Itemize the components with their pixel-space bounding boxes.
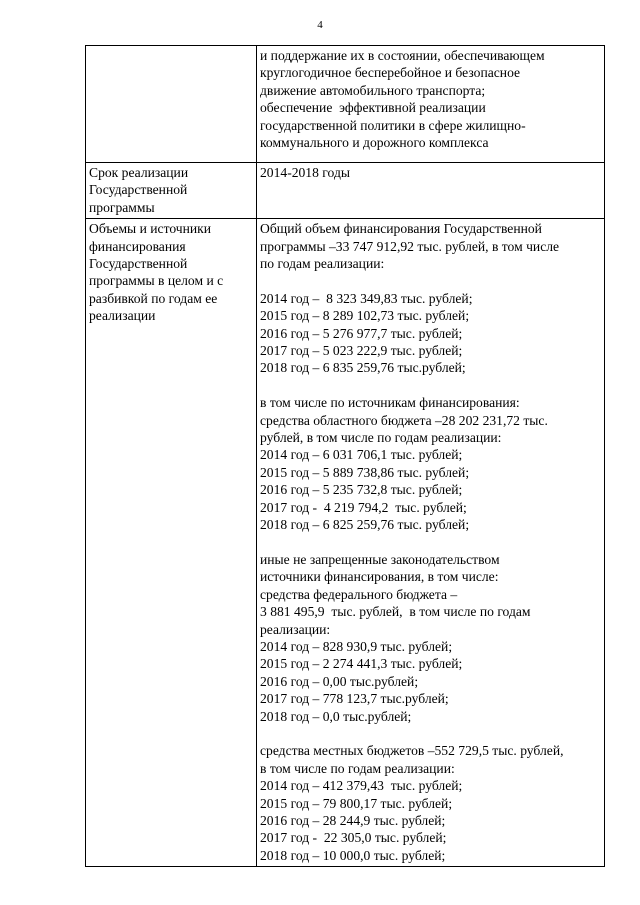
value-line: движение автомобильного транспорта; — [260, 82, 486, 98]
value-line: 2014 год – 828 930,9 тыс. рублей; — [260, 638, 453, 654]
label-cell — [86, 163, 257, 219]
value-line: Общий объем финансирования Государственной — [260, 221, 542, 237]
value-line: 2015 год – 5 889 738,86 тыс. рублей; — [260, 464, 470, 480]
value-line: 2015 год – 2 274 441,3 тыс. рублей; — [260, 656, 463, 672]
value-line: рублей, в том числе по годам реализации: — [260, 430, 502, 446]
label-line: программы — [89, 199, 155, 215]
value-line: государственной политики в сфере жилищно- — [260, 117, 526, 133]
value-line: средства местных бюджетов –552 729,5 тыс. рублей, — [260, 743, 564, 759]
table-row — [86, 46, 605, 163]
label-line: разбивкой по годам ее — [89, 290, 218, 306]
value-line: 2017 год - 4 219 794,2 тыс. рублей; — [260, 499, 467, 515]
value-cell — [257, 219, 605, 867]
label-line: реализации — [89, 308, 156, 324]
value-line: в том числе по годам реализации: — [260, 760, 455, 776]
value-line: 2014 год – 8 323 349,83 тыс. рублей; — [260, 290, 473, 306]
value-line: 2017 год – 778 123,7 тыс.рублей; — [260, 691, 449, 707]
value-line: иные не запрещенные законодательством — [260, 551, 500, 567]
label-cell — [86, 219, 257, 867]
value-line: коммунального и дорожного комплекса — [260, 135, 489, 151]
blank-line — [260, 377, 600, 394]
value-line: в том числе по источникам финансирования: — [260, 395, 520, 411]
label-line: Государственной — [89, 182, 188, 198]
value-line: 2015 год – 79 800,17 тыс. рублей; — [260, 795, 453, 811]
table-row — [86, 163, 605, 219]
value-line: 2016 год – 5 276 977,7 тыс. рублей; — [260, 325, 463, 341]
value-line: 2015 год – 8 289 102,73 тыс. рублей; — [260, 308, 470, 324]
value-line: 2018 год – 10 000,0 тыс. рублей; — [260, 847, 446, 863]
value-line: 2018 год – 0,0 тыс.рублей; — [260, 708, 412, 724]
value-line: 2018 год – 6 835 259,76 тыс.рублей; — [260, 360, 466, 376]
value-line: 2014 год – 6 031 706,1 тыс. рублей; — [260, 447, 463, 463]
value-line: 2014-2018 годы — [260, 165, 350, 180]
blank-line — [260, 272, 600, 289]
value-line: источники финансирования, в том числе: — [260, 569, 499, 585]
label-line: Государственной — [89, 256, 188, 272]
value-cell — [257, 163, 605, 219]
label-cell — [86, 46, 257, 163]
value-line: средства федерального бюджета – — [260, 586, 458, 602]
label-line: Срок реализации — [89, 165, 189, 180]
value-line: по годам реализации: — [260, 256, 385, 272]
value-line: обеспечение эффективной реализации — [260, 100, 486, 116]
value-line: 2016 год – 5 235 732,8 тыс. рублей; — [260, 482, 463, 498]
value-line: 2016 год – 0,00 тыс.рублей; — [260, 673, 419, 689]
passport-table — [85, 45, 605, 867]
blank-line — [260, 725, 600, 742]
value-line: 2014 год – 412 379,43 тыс. рублей; — [260, 778, 463, 794]
page-number: 4 — [317, 19, 323, 31]
value-line: и поддержание их в состоянии, обеспечивающем — [260, 48, 545, 63]
value-line: средства областного бюджета –28 202 231,72 тыс. — [260, 412, 548, 428]
label-line: программы в целом и с — [89, 273, 224, 289]
value-line: 2017 год - 22 305,0 тыс. рублей; — [260, 830, 447, 846]
value-line: 2018 год – 6 825 259,76 тыс. рублей; — [260, 517, 470, 533]
label-line: Объемы и источники — [89, 221, 212, 237]
value-cell — [257, 46, 605, 163]
blank-line — [260, 534, 600, 551]
value-line: программы –33 747 912,92 тыс. рублей, в том числе — [260, 238, 560, 254]
value-line: 2016 год – 28 244,9 тыс. рублей; — [260, 812, 446, 828]
value-line: круглогодичное бесперебойное и безопасное — [260, 65, 521, 81]
table-row — [86, 219, 605, 867]
value-line: 2017 год – 5 023 222,9 тыс. рублей; — [260, 343, 463, 359]
value-line: реализации: — [260, 621, 331, 637]
value-line: 3 881 495,9 тыс. рублей, в том числе по годам — [260, 604, 531, 620]
label-line: финансирования — [89, 238, 186, 254]
